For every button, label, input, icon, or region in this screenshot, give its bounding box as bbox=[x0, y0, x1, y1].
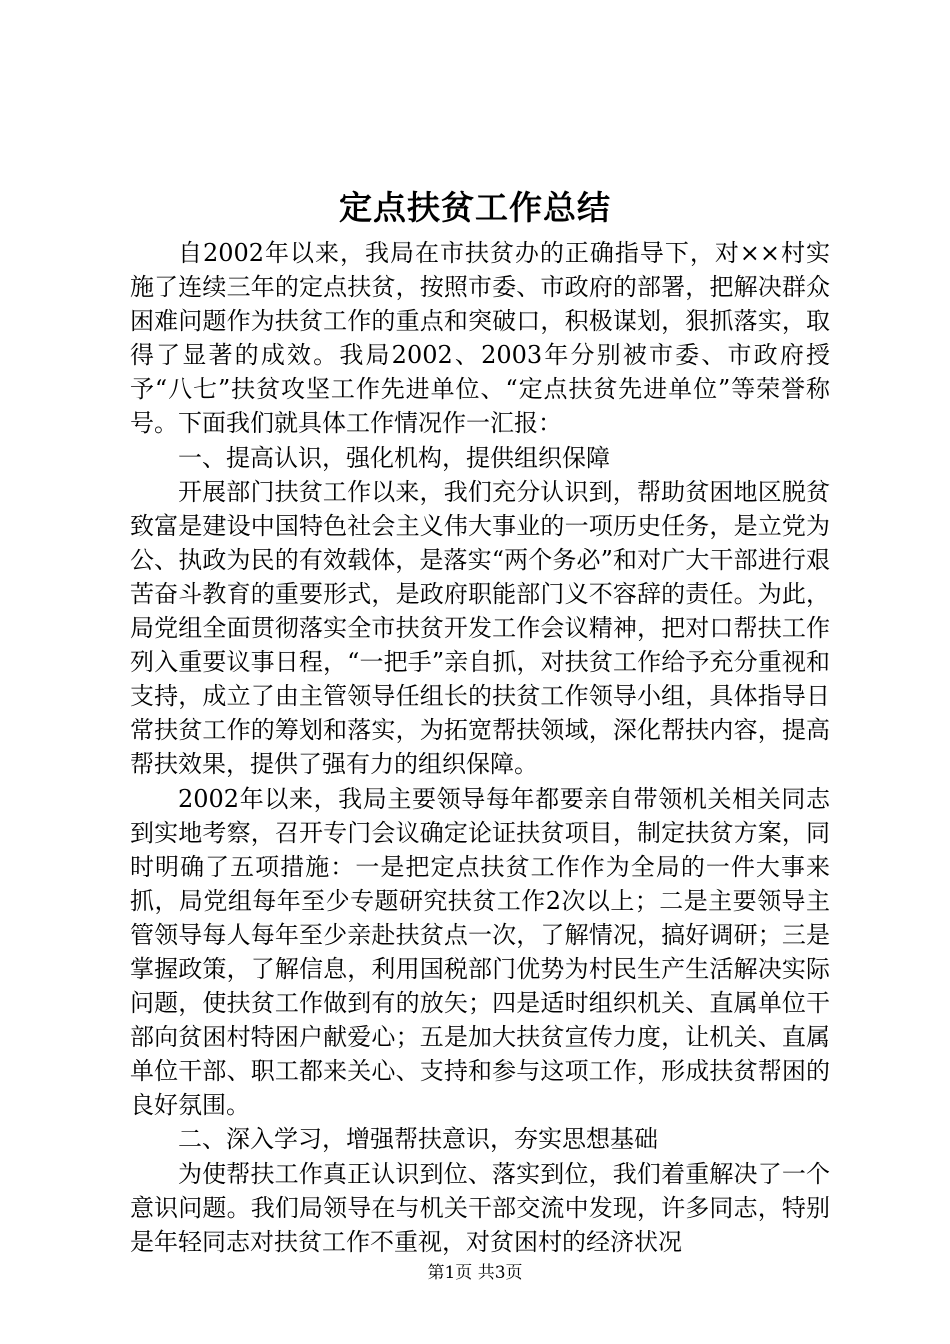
document-title: 定点扶贫工作总结 bbox=[339, 188, 611, 227]
paragraph-intro: 自2002年以来，我局在市扶贫办的正确指导下，对××村实施了连续三年的定点扶贫，按照市委、市政府的部署，把解决群众困难问题作为扶贫工作的重点和突破口，积极谋划，狠抓落实，取得了显著的成效。我局2002、2003年分别被市委、市政府授予“八七”扶贫攻坚工作先进单位、“定点扶贫先进单位”等荣誉称号。下面我们就具体工作情况作一汇报： bbox=[130, 239, 830, 438]
section-heading-2: 二、深入学习，增强帮扶意识，夯实思想基础 bbox=[178, 1125, 658, 1154]
section-heading-1: 一、提高认识，强化机构，提供组织保障 bbox=[178, 443, 610, 472]
paragraph-section-2: 为使帮扶工作真正认识到位、落实到位，我们着重解决了一个意识问题。我们局领导在与机关干部交流中发现，许多同志，特别是年轻同志对扶贫工作不重视，对贫困村的经济状况 bbox=[130, 1159, 830, 1256]
document-body bbox=[130, 236, 830, 1259]
paragraph-measures: 2002年以来，我局主要领导每年都要亲自带领机关相关同志到实地考察，召开专门会议确定论证扶贫项目，制定扶贫方案，同时明确了五项措施：一是把定点扶贫工作作为全局的一件大事来抓，局党组每年至少专题研究扶贫工作2次以上；二是主要领导主管领导每人每年至少亲赴扶贫点一次，了解情况，搞好调研；三是掌握政策，了解信息，利用国税部门优势为村民生产生活解决实际问题，使扶贫工作做到有的放矢；四是适时组织机关、直属单位干部向贫困村特困户献爱心；五是加大扶贫宣传力度，让机关、直属单位干部、职工都来关心、支持和参与这项工作，形成扶贫帮困的良好氛围。 bbox=[130, 784, 830, 1120]
page-number-footer: 第1页 共3页 bbox=[427, 1263, 523, 1283]
paragraph-section-1: 开展部门扶贫工作以来，我们充分认识到，帮助贫困地区脱贫致富是建设中国特色社会主义伟大事业的一项历史任务，是立党为公、执政为民的有效载体，是落实“两个务必”和对广大干部进行艰苦奋斗教育的重要形式，是政府职能部门义不容辞的责任。为此，局党组全面贯彻落实全市扶贫开发工作会议精神，把对口帮扶工作列入重要议事日程，“一把手”亲自抓，对扶贫工作给予充分重视和支持，成立了由主管领导任组长的扶贫工作领导小组，具体指导日常扶贫工作的筹划和落实，为拓宽帮扶领域，深化帮扶内容，提高帮扶效果，提供了强有力的组织保障。 bbox=[130, 477, 830, 779]
